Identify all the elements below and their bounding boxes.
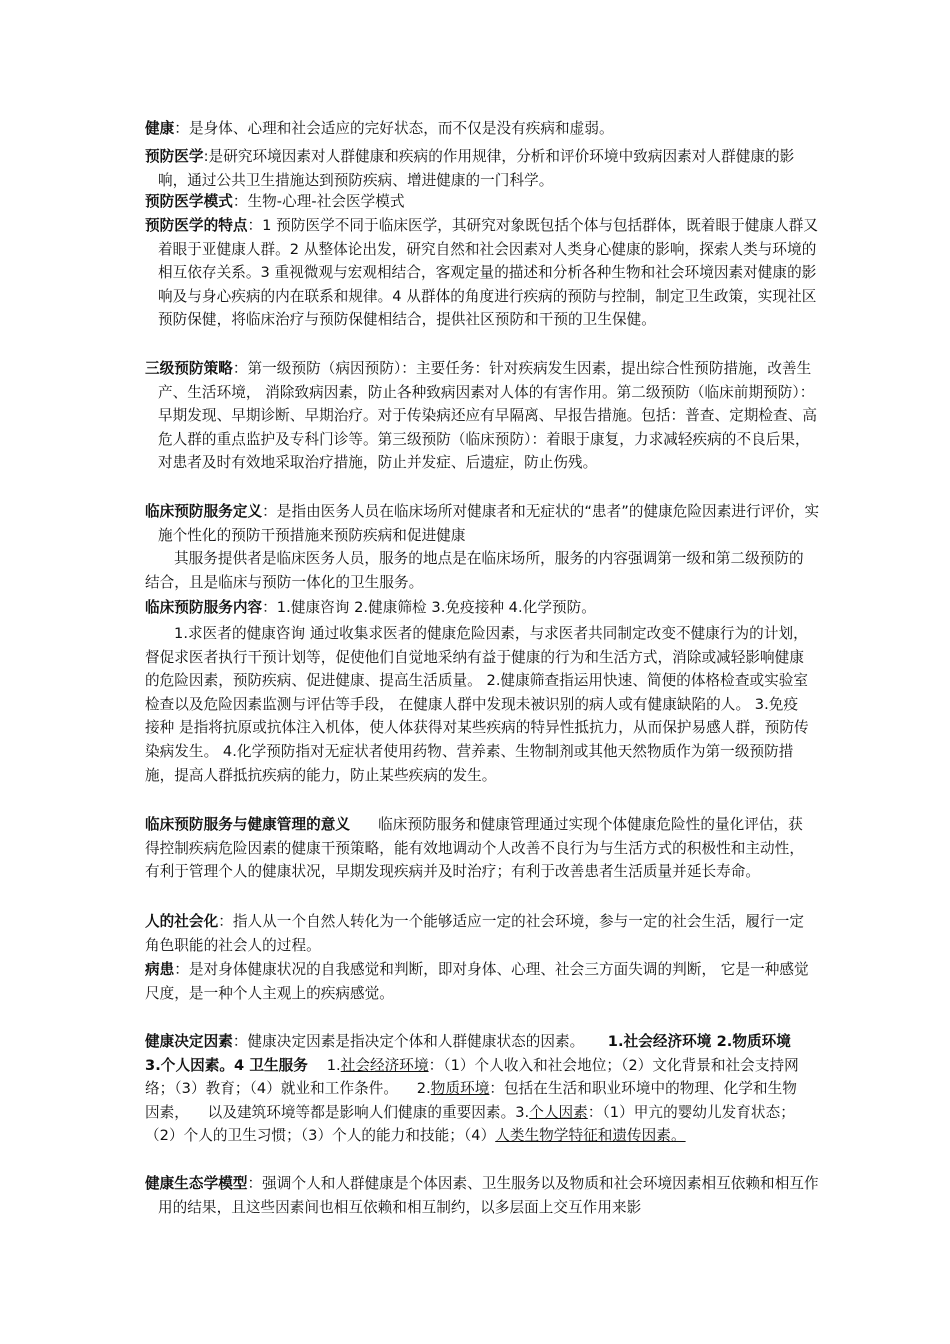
definition-health: ：是身体、心理和社会适应的完好状态，而不仅是没有疾病和虚弱。 [174, 120, 614, 137]
paragraph-health [145, 117, 823, 141]
determinants-text-5: ：（1）甲亢的婴幼儿发育状态；（2）个人的卫生习惯；（3）个人的能力和技能；（4） [145, 1103, 795, 1145]
term-model: 预防医学模式 [145, 193, 233, 210]
term-illness: 病患 [145, 961, 175, 978]
determinant-socioeconomic: 社会经济环境 [340, 1056, 429, 1074]
definition-clinical-def: ：是指由医务人员在临床场所对健康者和无症状的“患者”的健康危险因素进行评价，实施个性化的预防干预措施来预防疾病和促进健康 [158, 503, 820, 544]
term-health: 健康 [145, 120, 175, 137]
paragraph-socialization [145, 910, 810, 957]
determinant-biology: 人类生物学特征和遗传因素。 [495, 1127, 686, 1145]
definition-illness: ：是对身体健康状况的自我感觉和判断，即对身体、心理、社会三方面失调的判断， 它是一种感觉尺度，是一种个人主观上的疾病感觉。 [145, 961, 809, 1002]
paragraph-clinical-def [145, 500, 823, 547]
definition-three-level: ：第一级预防（病因预防）：主要任务：针对疾病发生因素，提出综合性预防措施，改善生产、生活环境， 消除致病因素，防止各种致病因素对人体的有害作用。第二级预防（临床前期预防）：早期发现、早期诊断、早期治疗。对于传染病还应有早隔离、早报告措施。包括：普查、定期检查、高危人群的重点监护及专科门诊等。第三级预防（临床预防）：着眼于康复，力求减轻疾病的不良后果，对患者及时有效地采取治疗措施，防止并发症、后遗症，防止伤残。 [158, 360, 817, 472]
term-determinants: 健康决定因素 [145, 1033, 233, 1050]
definition-clinical-content: ：1.健康咨询 2.健康筛检 3.免疫接种 4.化学预防。 [262, 599, 596, 616]
paragraph-clinical-content [145, 596, 810, 620]
paragraph-illness [145, 958, 810, 1005]
clinical-note-text: 其服务提供者是临床医务人员，服务的地点是在临床场所，服务的内容强调第一级和第二级预防的结合，且是临床与预防一体化的卫生服务。 [145, 550, 804, 591]
definition-socialization: ：指人从一个自然人转化为一个能够适应一定的社会环境，参与一定的社会生活，履行一定角色职能的社会人的过程。 [145, 913, 804, 954]
paragraph-clinical-note [145, 547, 810, 594]
term-clinical-content: 临床预防服务内容 [145, 599, 263, 616]
paragraph-three-level [145, 357, 823, 475]
clinical-detail-text: 1.求医者的健康咨询 通过收集求医者的健康危险因素，与求医者共同制定改变不健康行为的计划，督促求医者执行干预计划等，促使他们自觉地采纳有益于健康的行为和生活方式，消除或减轻影响健康的危险因素，预防疾病、促进健康、提高生活质量。 2.健康筛查指运用快速、简便的体格检查或实验室检查以及危险因素监测与评估等手段， 在健康人群中发现未被识别的病人或有健康缺陷的人。 3.免疫接种 是指将抗原或抗体注入机体，使人体获得对某些疾病的特异性抵抗力，从而保护易感人群，预防传染病发生。 4.化学预防指对无症状者使用药物、营养素、生物制剂或其他天然物质作为第一级预防措施，提高人群抵抗疾病的能力，防止某些疾病的发生。 [145, 625, 809, 784]
definition-preventive-medicine: :是研究环境因素对人群健康和疾病的作用规律，分析和评价环境中致病因素对人群健康的影响，通过公共卫生措施达到预防疾病、增进健康的一门科学。 [158, 148, 795, 189]
definition-significance: 临床预防服务和健康管理通过实现个体健康危险性的量化评估，获得控制疾病危险因素的健康干预策略，能有效地调动个人改善不良行为与生活方式的积极性和主动性，有利于管理个人的健康状况，早期发现疾病并及时治疗；有利于改善患者生活质量并延长寿命。 [145, 816, 804, 881]
definition-eco-model: ：强调个人和人群健康是个体因素、卫生服务以及物质和社会环境因素相互依赖和相互作用的结果，且这些因素间也相互依赖和相互制约，以多层面上交互作用来影 [158, 1175, 819, 1216]
determinants-text-2: 1. [307, 1056, 341, 1074]
term-three-level: 三级预防策略 [145, 360, 233, 377]
definition-features: ：1 预防医学不同于临床医学，其研究对象既包括个体与包括群体，既着眼于健康人群又着眼于亚健康人群。2 从整体论出发，研究自然和社会因素对人类身心健康的影响，探索人类与环境的相互依存关系。3 重视微观与宏观相结合，客观定量的描述和分析各种生物和社会环境因素对健康的影响及与身心疾病的内在联系和规律。4 从群体的角度进行疾病的预防与控制，制定卫生政策，实现社区预防保健，将临床治疗与预防保健相结合，提供社区预防和干预的卫生保健。 [158, 217, 819, 329]
paragraph-determinants [145, 1030, 810, 1148]
determinant-physical: 物质环境 [430, 1080, 490, 1098]
paragraph-model [145, 190, 823, 214]
term-preventive-medicine: 预防医学 [145, 148, 204, 165]
paragraph-preventive-medicine [145, 145, 823, 192]
determinants-intro: ：健康决定因素是指决定个体和人群健康状态的因素。 [232, 1033, 608, 1050]
determinants-text-3: ：（1）个人收入和社会地位；（2）文化背景和社会支持网络；（3）教育；（4）就业和工作条件。 2. [145, 1056, 799, 1098]
determinant-personal: 个人因素 [529, 1103, 588, 1121]
paragraph-significance [145, 813, 810, 884]
paragraph-features [145, 214, 823, 332]
term-significance: 临床预防服务与健康管理的意义 [145, 816, 351, 833]
term-features: 预防医学的特点 [145, 217, 248, 234]
determinants-list: 1.社会经济环境 2.物质环境 3.个人因素。4 卫生服务 [145, 1033, 791, 1074]
paragraph-eco-model [145, 1172, 823, 1219]
term-eco-model: 健康生态学模型 [145, 1175, 248, 1192]
definition-model: ：生物-心理-社会医学模式 [232, 193, 405, 210]
paragraph-clinical-detail [145, 622, 810, 787]
term-clinical-def: 临床预防服务定义 [145, 503, 263, 520]
term-socialization: 人的社会化 [145, 913, 219, 930]
determinants-text-4: ：包括在生活和职业环境中的物理、化学和生物因素， 以及建筑环境等都是影响人们健康的重要因素。3. [145, 1080, 797, 1121]
